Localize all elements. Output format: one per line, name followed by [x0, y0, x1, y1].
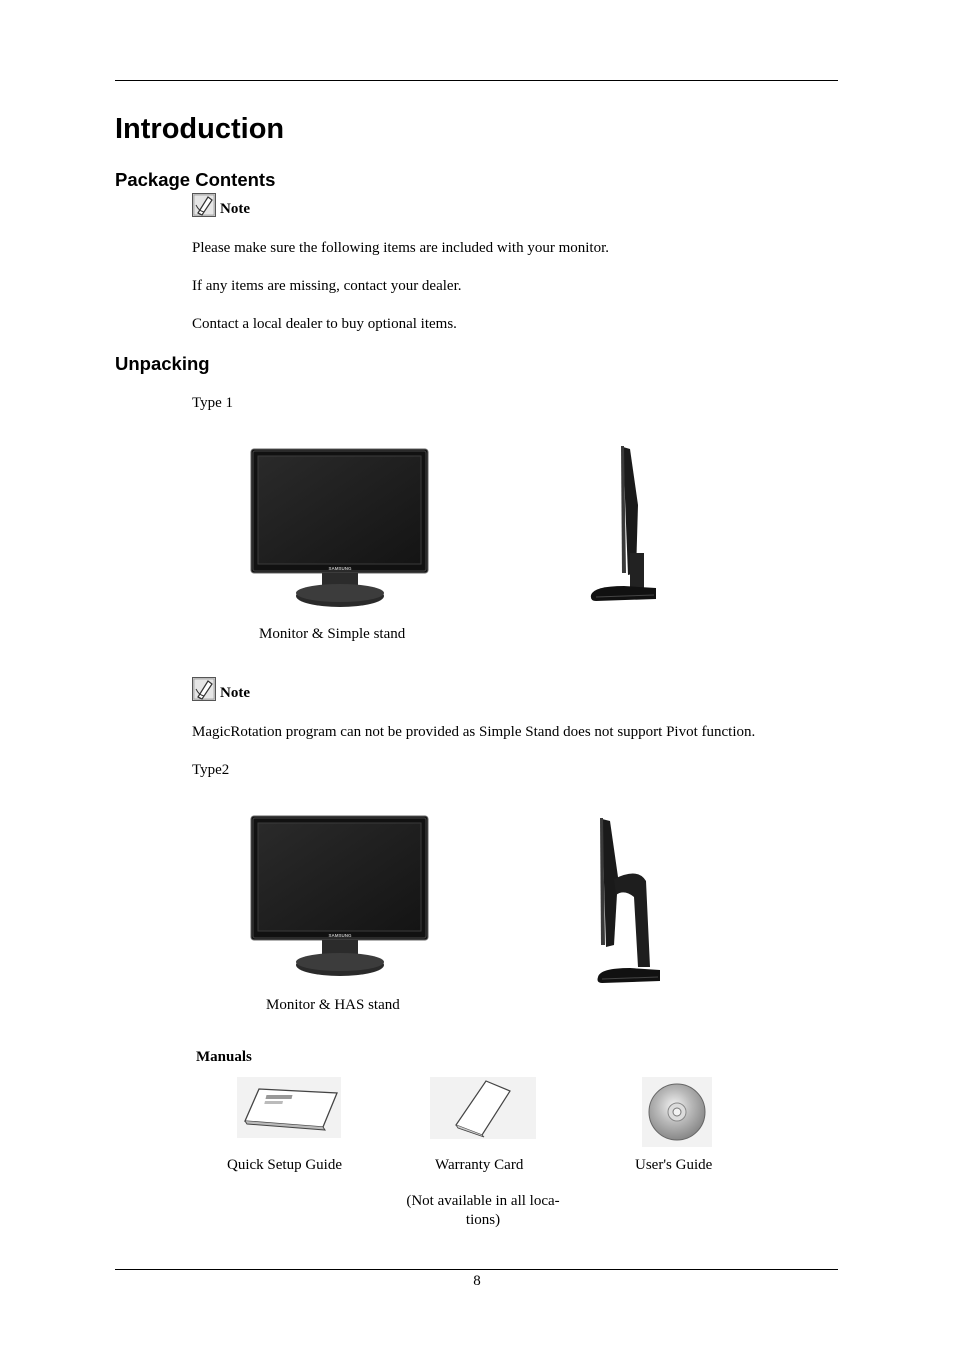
note-label: Note [220, 685, 250, 701]
users-guide-cd-icon [642, 1077, 712, 1147]
note-block [192, 193, 250, 217]
monitor-simple-stand-side-image [588, 445, 660, 603]
note-block-2 [192, 677, 250, 701]
note-pencil-icon [192, 193, 216, 217]
manual-label-users-guide: User's Guide [635, 1157, 713, 1173]
type1-label: Type 1 [192, 395, 234, 411]
manual-label-quick-setup: Quick Setup Guide [227, 1157, 342, 1173]
warranty-availability-line-2: tions) [465, 1212, 501, 1228]
warranty-card-image [430, 1077, 536, 1139]
type2-label: Type2 [192, 762, 230, 778]
package-line-1: Please make sure the following items are included with your monitor. [192, 240, 609, 256]
type1-caption: Monitor & Simple stand [259, 626, 406, 642]
magicrotation-note: MagicRotation program can not be provided as Simple Stand does not support Pivot function. [192, 724, 756, 740]
note-pencil-icon [192, 677, 216, 701]
package-line-2: If any items are missing, contact your dealer. [192, 278, 462, 294]
brand-logo-text: SAMSUNG [328, 566, 352, 571]
monitor-has-stand-side-image [594, 817, 666, 985]
package-line-3: Contact a local dealer to buy optional items. [192, 316, 457, 332]
footer-rule [115, 1269, 838, 1270]
section-heading-unpacking: Unpacking [115, 353, 210, 374]
type2-caption: Monitor & HAS stand [266, 997, 400, 1013]
manuals-heading: Manuals [196, 1049, 252, 1065]
warranty-availability-line-1: (Not available in all loca- [406, 1193, 560, 1209]
monitor-has-stand-front-image [250, 815, 430, 977]
manual-label-warranty: Warranty Card [435, 1157, 524, 1173]
page-number: 8 [473, 1273, 481, 1289]
monitor-simple-stand-front-image [250, 448, 430, 610]
brand-logo-text: SAMSUNG [328, 933, 352, 938]
quick-setup-guide-image [237, 1077, 341, 1138]
section-heading-package-contents: Package Contents [115, 169, 276, 190]
header-rule [115, 80, 838, 81]
note-label: Note [220, 201, 250, 217]
page-title: Introduction [115, 113, 285, 145]
